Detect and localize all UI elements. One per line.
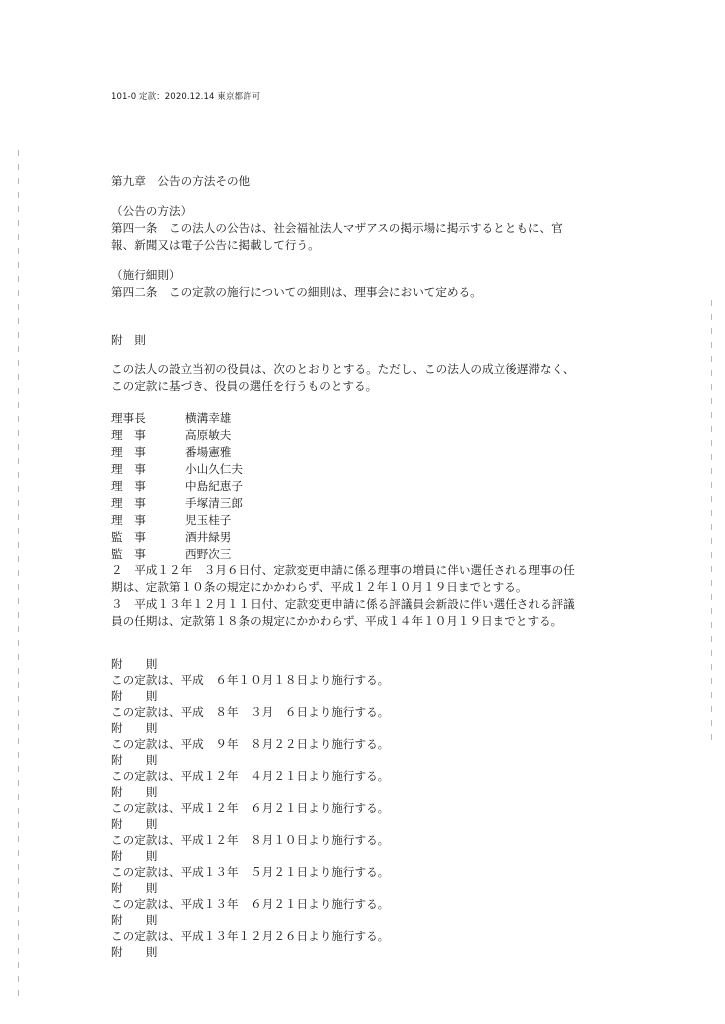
revision-text: この定款は、平成１３年１２月２６日より施行する。 [111, 929, 390, 943]
clause3-line1: ３ 平成１３年１２月１１日付、定款変更申請に係る評議員会新設に伴い選任される評議 [111, 597, 575, 611]
officer-role: 理 事 [111, 496, 146, 510]
final-heading: 附 則 [111, 945, 158, 959]
article41-heading: （公告の方法） [111, 204, 193, 218]
officer-name: 横溝幸雄 [185, 411, 232, 425]
revision-text: この定款は、平成 ６年１０月１８日より施行する。 [111, 673, 390, 687]
officer-name: 西野次三 [185, 547, 232, 561]
officer-role: 理 事 [111, 479, 146, 493]
clause2-line1: ２ 平成１２年 ３月６日付、定款変更申請に係る理事の増員に伴い選任される理事の任 [111, 563, 575, 577]
revision-text: この定款は、平成１３年 ６月２１日より施行する。 [111, 897, 390, 911]
clause2-line2: 期は、定款第１０条の規定にかかわらず、平成１２年１０月１９日までとする。 [111, 580, 528, 594]
article41-line1: 第四一条 この法人の公告は、社会福祉法人マザアスの掲示場に掲示するとともに、官 [111, 221, 563, 235]
revision-heading: 附 則 [111, 913, 158, 927]
clause3-line2: 員の任期は、定款第１８条の規定にかかわらず、平成１４年１０月１９日までとする。 [111, 614, 563, 628]
revision-heading: 附 則 [111, 817, 158, 831]
officer-role: 理事長 [111, 411, 146, 425]
officer-role: 監 事 [111, 530, 146, 544]
document-header: 101-0 定款：2020.12.14 東京都許可 [111, 92, 261, 102]
revision-text: この定款は、平成１２年 ４月２１日より施行する。 [111, 769, 390, 783]
scan-edge-right [711, 300, 712, 744]
article42-line1: 第四二条 この定款の施行についての細則は、理事会において定める。 [111, 285, 482, 299]
article41-line2: 報、新聞又は電子公告に掲載して行う。 [111, 238, 320, 252]
officer-role: 監 事 [111, 547, 146, 561]
officer-role: 理 事 [111, 445, 146, 459]
supplementary-title: 附 則 [111, 333, 146, 347]
revision-heading: 附 則 [111, 753, 158, 767]
revision-heading: 附 則 [111, 721, 158, 735]
officer-role: 理 事 [111, 462, 146, 476]
chapter-title: 第九章 公告の方法その他 [111, 174, 251, 188]
officer-name: 手塚清三郎 [185, 496, 243, 510]
officer-name: 番場憲雅 [185, 445, 232, 459]
officer-name: 酒井緑男 [185, 530, 232, 544]
officer-role: 理 事 [111, 428, 146, 442]
revision-heading: 附 則 [111, 849, 158, 863]
scan-edge-left [18, 150, 19, 1004]
officer-name: 中島紀恵子 [185, 479, 243, 493]
revision-text: この定款は、平成 ８年 ３月 ６日より施行する。 [111, 705, 390, 719]
revision-heading: 附 則 [111, 657, 158, 671]
revision-text: この定款は、平成１２年 ６月２１日より施行する。 [111, 801, 390, 815]
intro-line1: この法人の設立当初の役員は、次のとおりとする。ただし、この法人の成立後遅滞なく、 [111, 362, 575, 376]
officer-role: 理 事 [111, 513, 146, 527]
officer-name: 児玉桂子 [185, 513, 232, 527]
revision-text: この定款は、平成１２年 ８月１０日より施行する。 [111, 833, 390, 847]
officer-name: 高原敏夫 [185, 428, 232, 442]
revision-text: この定款は、平成１３年 ５月２１日より施行する。 [111, 865, 390, 879]
officer-name: 小山久仁夫 [185, 462, 243, 476]
revision-heading: 附 則 [111, 881, 158, 895]
intro-line2: この定款に基づき、役員の選任を行うものとする。 [111, 379, 378, 393]
revision-text: この定款は、平成 ９年 ８月２２日より施行する。 [111, 737, 390, 751]
article42-heading: （施行細則） [111, 268, 181, 282]
revision-heading: 附 則 [111, 785, 158, 799]
revision-heading: 附 則 [111, 689, 158, 703]
